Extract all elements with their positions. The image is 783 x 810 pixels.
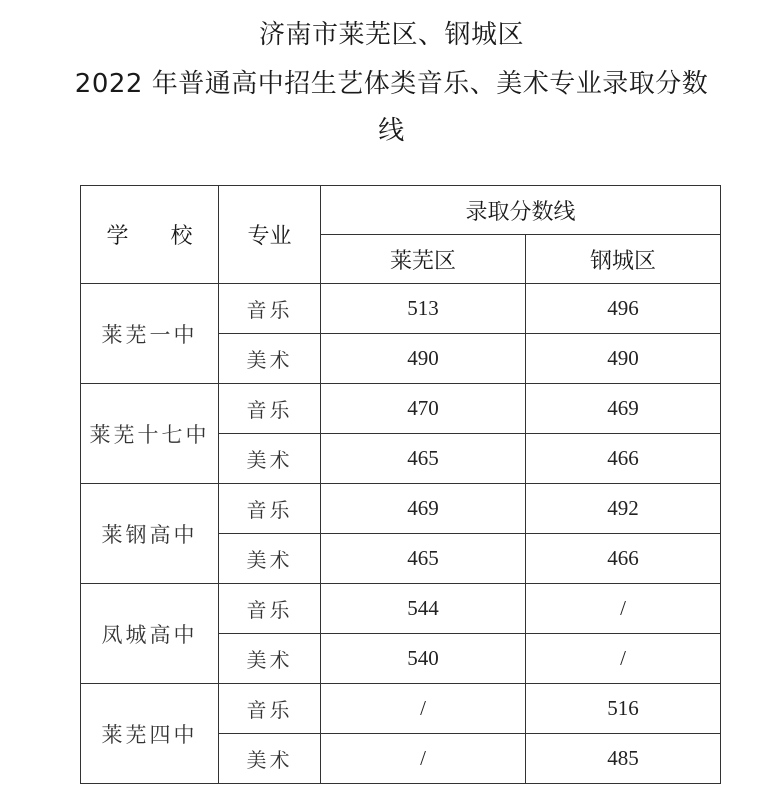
header-score-group: 录取分数线 [321,186,721,235]
school-name: 莱钢高中 [81,484,219,584]
major-cell: 音乐 [219,384,321,434]
document-title-line-3: 线 [378,116,405,146]
score-gangcheng: / [526,584,721,634]
score-gangcheng: 485 [526,734,721,784]
table-row [81,684,721,734]
major-cell: 音乐 [219,584,321,634]
table-row [81,484,721,534]
score-laiwu: 540 [321,634,526,684]
score-laiwu: / [321,734,526,784]
school-name: 凤城高中 [81,584,219,684]
major-cell: 美术 [219,734,321,784]
document-title-line-2: 2022 年普通高中招生艺体类音乐、美术专业录取分数 [74,69,709,99]
major-cell: 美术 [219,334,321,384]
major-cell: 音乐 [219,684,321,734]
admission-score-table [80,185,721,784]
score-gangcheng: / [526,634,721,684]
score-gangcheng: 490 [526,334,721,384]
header-major: 专业 [219,186,321,284]
score-gangcheng: 516 [526,684,721,734]
score-gangcheng: 492 [526,484,721,534]
score-laiwu: 490 [321,334,526,384]
header-school-char-1: 学 [106,224,129,249]
score-gangcheng: 466 [526,534,721,584]
major-cell: 美术 [219,534,321,584]
score-laiwu: 465 [321,434,526,484]
table-row [81,384,721,434]
header-district-gangcheng: 钢城区 [526,235,721,284]
table-row [81,584,721,634]
score-laiwu: 470 [321,384,526,434]
major-cell: 美术 [219,634,321,684]
score-laiwu: 513 [321,284,526,334]
school-name: 莱芜四中 [81,684,219,784]
score-gangcheng: 466 [526,434,721,484]
score-laiwu: / [321,684,526,734]
major-cell: 音乐 [219,484,321,534]
header-school-char-2: 校 [170,224,193,249]
major-cell: 美术 [219,434,321,484]
school-name: 莱芜十七中 [81,384,219,484]
table-row [81,284,721,334]
score-gangcheng: 496 [526,284,721,334]
header-school [81,186,219,284]
major-cell: 音乐 [219,284,321,334]
score-laiwu: 544 [321,584,526,634]
header-district-laiwu: 莱芜区 [321,235,526,284]
score-laiwu: 465 [321,534,526,584]
document-title-line-1: 济南市莱芜区、钢城区 [258,20,524,50]
score-laiwu: 469 [321,484,526,534]
score-gangcheng: 469 [526,384,721,434]
school-name: 莱芜一中 [81,284,219,384]
